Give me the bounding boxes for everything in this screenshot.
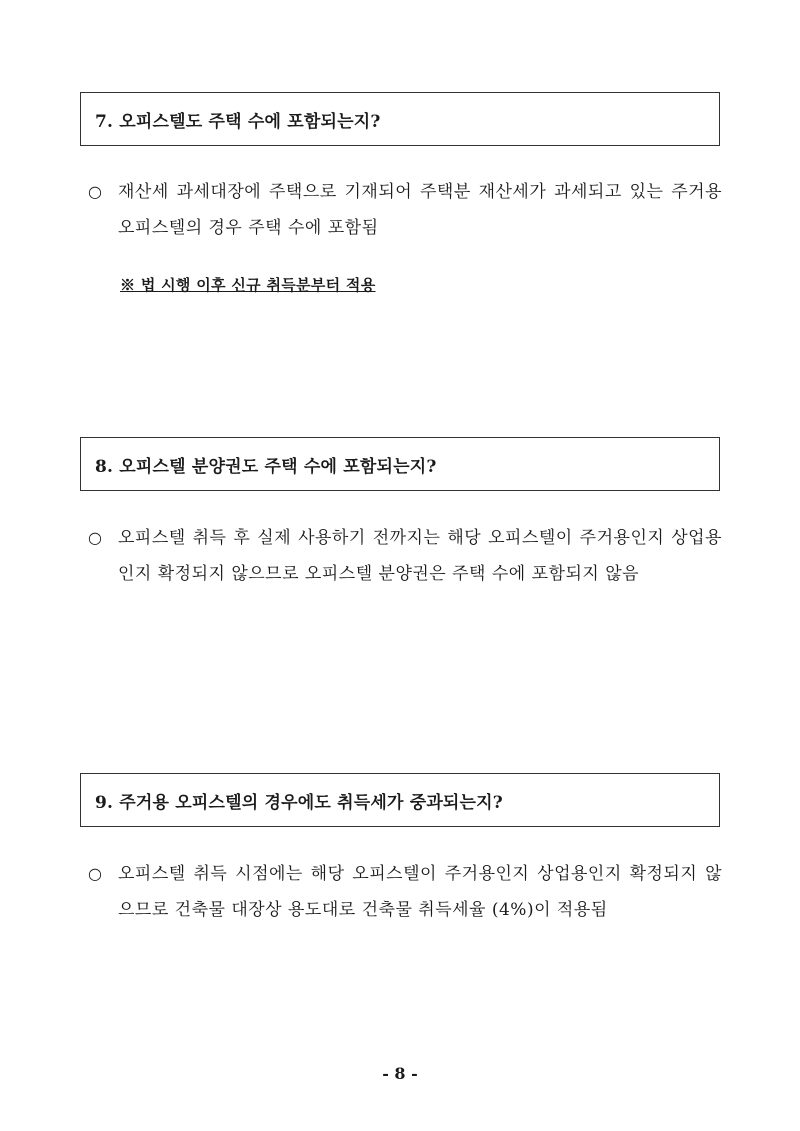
answer-paragraph-7 [88,174,722,246]
question-heading: 7. 오피스텔도 주택 수에 포함되는지? [95,111,381,132]
question-heading: 8. 오피스텔 분양권도 주택 수에 포함되는지? [95,456,437,477]
page-number: - 8 - [382,1064,418,1083]
bullet-circle-icon: ○ [88,528,103,547]
bullet-circle-icon: ○ [88,182,103,201]
answer-text: 오피스텔 취득 후 실제 사용하기 전까지는 해당 오피스텔이 주거용인지 상업용인지 확정되지 않으므로 오피스텔 분양권은 주택 수에 포함되지 않음 [118,528,722,584]
question-box-7 [80,92,720,146]
answer-paragraph-9 [88,856,722,928]
question-heading: 9. 주거용 오피스텔의 경우에도 취득세가 중과되는지? [95,792,503,813]
footnote-note: ※ 법 시행 이후 신규 취득분부터 적용 [120,276,376,294]
answer-text: 오피스텔 취득 시점에는 해당 오피스텔이 주거용인지 상업용인지 확정되지 않으므로 건축물 대장상 용도대로 건축물 취득세율 (4%)이 적용됨 [118,864,722,920]
question-box-8 [80,437,720,491]
bullet-circle-icon: ○ [88,864,103,883]
answer-text: 재산세 과세대장에 주택으로 기재되어 주택분 재산세가 과세되고 있는 주거용 오피스텔의 경우 주택 수에 포함됨 [118,182,722,238]
question-box-9 [80,773,720,827]
answer-paragraph-8 [88,520,722,592]
